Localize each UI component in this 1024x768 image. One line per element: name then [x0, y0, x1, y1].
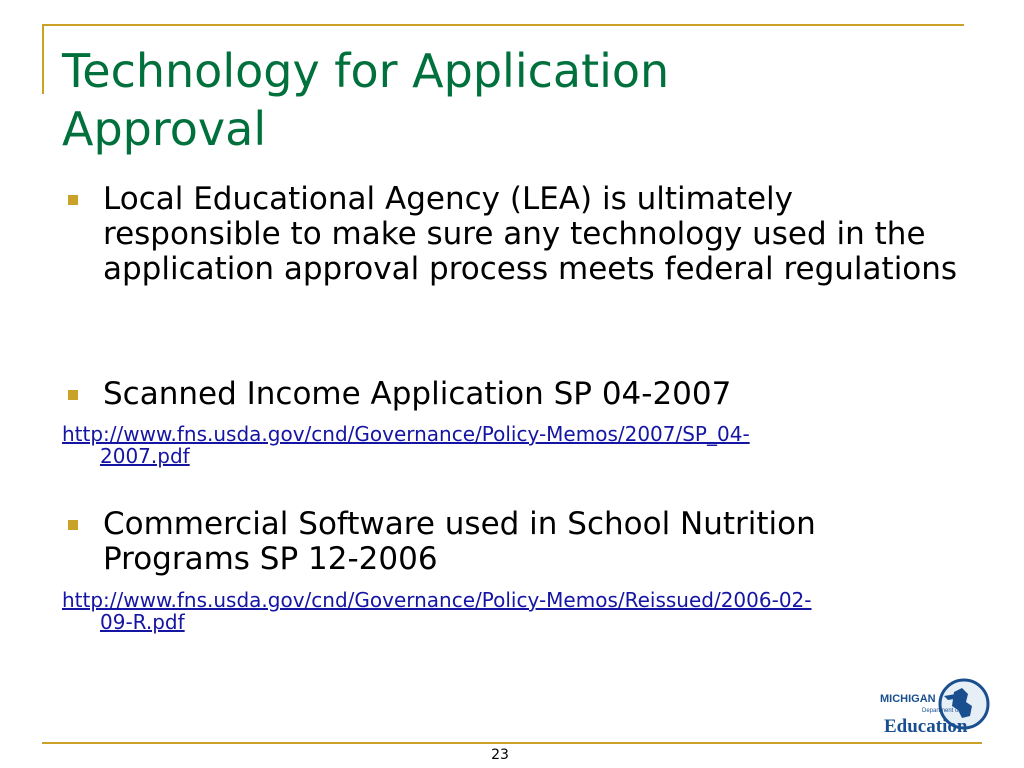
logo-state-text: MICHIGAN [880, 693, 936, 705]
logo-dept-text: Department of [922, 708, 961, 714]
bullet-text: Scanned Income Application SP 04-2007 [103, 376, 732, 412]
title-line-2: Approval [62, 102, 267, 156]
bullet-square-icon [68, 390, 78, 400]
slide-title [62, 42, 962, 158]
bullet-item-1 [62, 182, 972, 287]
bullet-square-icon [68, 195, 78, 205]
bullet-text: Local Educational Agency (LEA) is ultimately responsible to make sure any technology used in the application approval process meets federal regulations [103, 181, 958, 287]
bullet-item-3 [62, 507, 972, 577]
policy-memo-link-sp-04-2007[interactable]: http://www.fns.usda.gov/cnd/Governance/Policy-Memos/2007/SP_04-2007.pdf [62, 422, 750, 468]
left-rule [42, 24, 44, 94]
bullet-item-2 [62, 377, 972, 412]
bullet-text: Commercial Software used in School Nutrition Programs SP 12-2006 [103, 506, 816, 577]
bullet-square-icon [68, 520, 78, 530]
top-rule [42, 24, 964, 26]
footer-rule [42, 742, 982, 744]
title-line-1: Technology for Application [62, 44, 670, 98]
page-number: 23 [491, 747, 509, 763]
logo-education-text: Education [884, 716, 968, 737]
policy-memo-link-sp-12-2006[interactable]: http://www.fns.usda.gov/cnd/Governance/Policy-Memos/Reissued/2006-02-09-R.pdf [62, 588, 812, 634]
michigan-education-logo [878, 676, 996, 742]
